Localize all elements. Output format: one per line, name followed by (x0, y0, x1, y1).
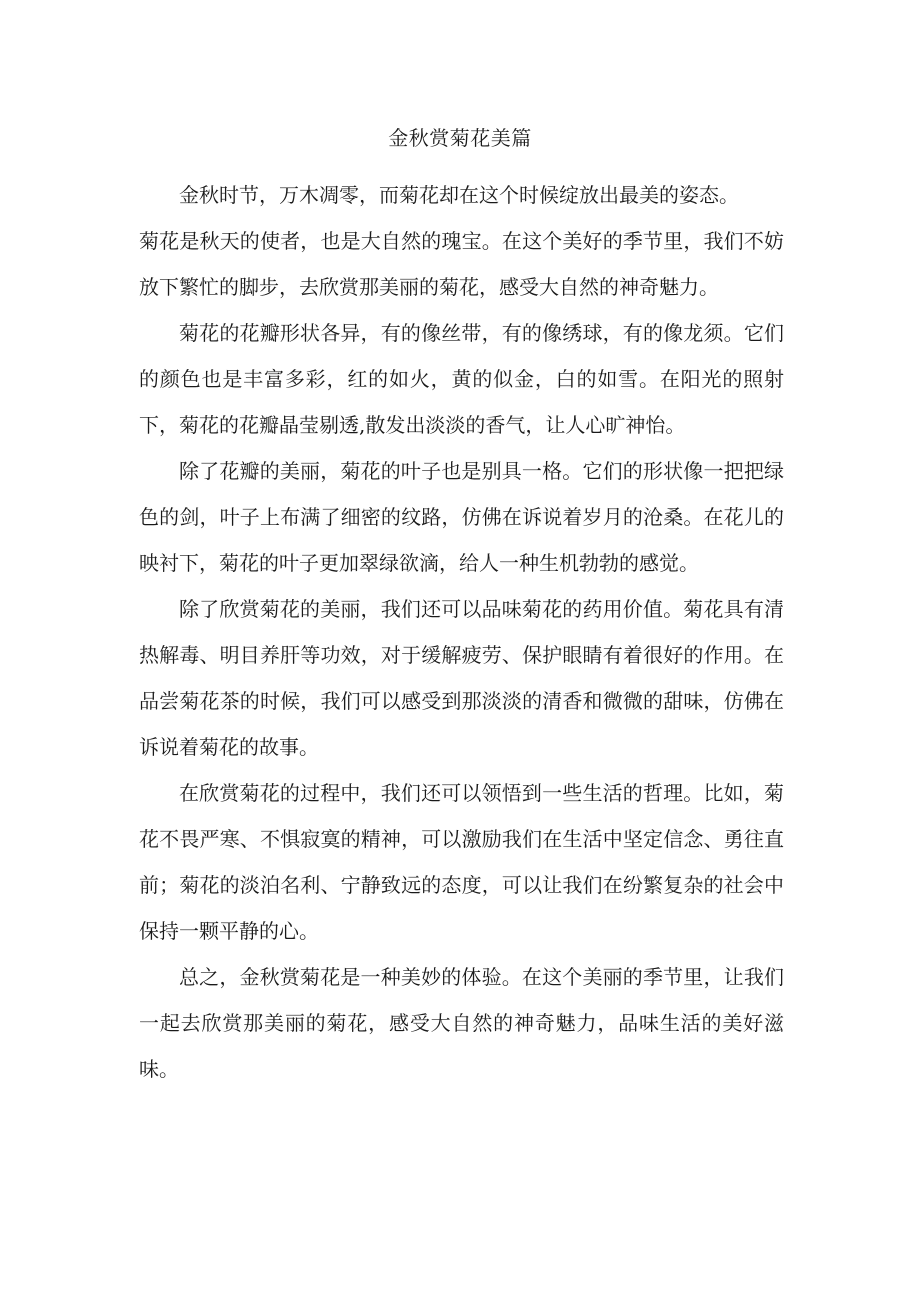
paragraph-3: 菊花的花瓣形状各异，有的像丝带，有的像绣球，有的像龙须。它们的颜色也是丰富多彩，红的如火，黄的似金，白的如雪。在阳光的照射下，菊花的花瓣晶莹剔透,散发出淡淡的香气，让人心旷神怡。 (139, 321, 784, 437)
document-title: 金秋赏菊花美篇 (388, 126, 532, 150)
paragraph-7: 总之，金秋赏菊花是一种美妙的体验。在这个美丽的季节里，让我们一起去欣赏那美丽的菊花，感受大自然的神奇魅力，品味生活的美好滋味。 (139, 965, 784, 1081)
paragraph-6: 在欣赏菊花的过程中，我们还可以领悟到一些生活的哲理。比如，菊花不畏严寒、不惧寂寞的精神，可以激励我们在生活中坚定信念、勇往直前；菊花的淡泊名利、宁静致远的态度，可以让我们在纷繁复杂的社会中保持一颗平静的心。 (139, 781, 784, 943)
paragraph-2: 菊花是秋天的使者，也是大自然的瑰宝。在这个美好的季节里，我们不妨放下繁忙的脚步，去欣赏那美丽的菊花，感受大自然的神奇魅力。 (139, 229, 784, 299)
paragraph-5: 除了欣赏菊花的美丽，我们还可以品味菊花的药用价值。菊花具有清热解毒、明目养肝等功效，对于缓解疲劳、保护眼睛有着很好的作用。在品尝菊花茶的时候，我们可以感受到那淡淡的清香和微微的甜味，仿佛在诉说着菊花的故事。 (139, 597, 784, 759)
paragraph-4: 除了花瓣的美丽，菊花的叶子也是别具一格。它们的形状像一把把绿色的剑，叶子上布满了细密的纹路，仿佛在诉说着岁月的沧桑。在花儿的映衬下，菊花的叶子更加翠绿欲滴，给人一种生机勃勃的感觉。 (139, 459, 784, 575)
document-body (139, 172, 784, 1092)
paragraph-1: 金秋时节，万木凋零，而菊花却在这个时候绽放出最美的姿态。 (179, 183, 739, 207)
